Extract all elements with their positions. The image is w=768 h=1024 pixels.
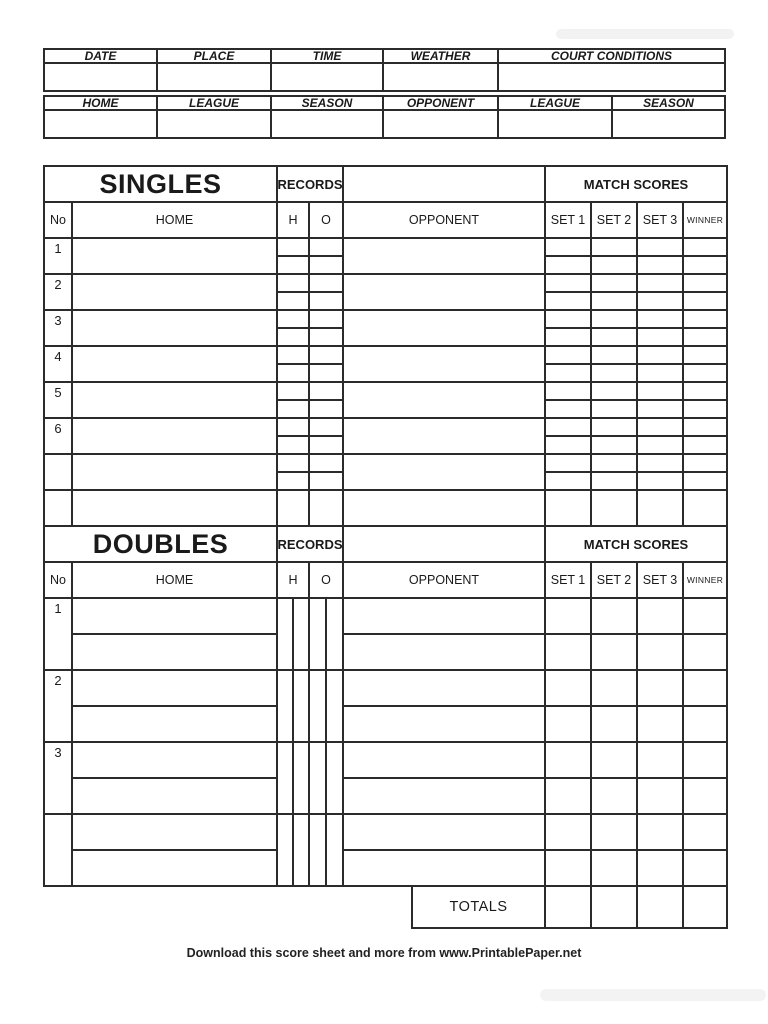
band-spacer-cell (344, 527, 546, 563)
set3-score-cell (638, 293, 684, 311)
home-player-cell (73, 491, 278, 527)
opponent-player-cell (344, 851, 546, 887)
singles-title: SINGLES (45, 167, 278, 203)
set1-score-cell (546, 365, 592, 383)
o-record-cell (310, 473, 344, 491)
doubles-column-header-row (45, 563, 728, 599)
opponent-header: OPPONENT (384, 97, 499, 111)
winner-cell (684, 743, 728, 779)
doubles-row-block (45, 815, 728, 887)
winner-cell (684, 383, 728, 401)
set1-score-cell (546, 347, 592, 365)
set3-score-cell (638, 491, 684, 527)
set3-score-cell (638, 815, 684, 851)
set1-score-cell (546, 473, 592, 491)
home-player-cell (73, 671, 278, 707)
set3-score-cell (638, 635, 684, 671)
winner-cell (684, 329, 728, 347)
row-number-cell: 1 (45, 239, 73, 275)
season-cell (613, 111, 726, 139)
home-player-cell (73, 275, 278, 311)
winner-cell (684, 707, 728, 743)
opponent-player-cell (344, 707, 546, 743)
opponent-player-cell (344, 239, 546, 275)
winner-column-header: WINNER (684, 203, 728, 239)
set1-score-cell (546, 455, 592, 473)
court-conditions-cell (499, 64, 726, 92)
scan-artifact (556, 29, 734, 39)
winner-cell (684, 275, 728, 293)
set1-score-cell (546, 491, 592, 527)
winner-cell (684, 257, 728, 275)
set2-total-cell (592, 887, 638, 929)
opponent-player-cell (344, 743, 546, 779)
singles-row-block (45, 491, 728, 527)
set1-score-cell (546, 383, 592, 401)
set1-score-cell (546, 419, 592, 437)
row-number-cell (45, 815, 73, 887)
home-player-cell (73, 779, 278, 815)
set2-score-cell (592, 401, 638, 419)
row-number-cell: 1 (45, 599, 73, 671)
weather-cell (384, 64, 499, 92)
winner-cell (684, 419, 728, 437)
set3-score-cell (638, 239, 684, 257)
h-record-cell (278, 599, 310, 671)
o-record-cell (310, 437, 344, 455)
winner-cell (684, 401, 728, 419)
h-record-cell (278, 815, 310, 887)
row-number-cell (45, 491, 73, 527)
row-number-cell: 4 (45, 347, 73, 383)
opponent-player-cell (344, 599, 546, 635)
o-record-cell (310, 671, 344, 743)
league-cell (499, 111, 613, 139)
winner-cell (684, 779, 728, 815)
no-column-header: No (45, 203, 73, 239)
set2-score-cell (592, 239, 638, 257)
set3-score-cell (638, 419, 684, 437)
set2-score-cell (592, 635, 638, 671)
o-record-cell (310, 815, 344, 887)
winner-cell (684, 347, 728, 365)
league-header: LEAGUE (158, 97, 272, 111)
doubles-row-block (45, 599, 728, 671)
set2-score-cell (592, 779, 638, 815)
o-record-cell (310, 491, 344, 527)
singles-row-block (45, 383, 728, 419)
set1-score-cell (546, 743, 592, 779)
set1-score-cell (546, 599, 592, 635)
h-record-cell (278, 311, 310, 329)
footer-text: Download this score sheet and more from www.PrintablePaper.net (186, 946, 582, 960)
opponent-player-cell (344, 275, 546, 311)
set1-column-header: SET 1 (546, 563, 592, 599)
h-record-cell (278, 239, 310, 257)
set1-score-cell (546, 851, 592, 887)
winner-cell (684, 815, 728, 851)
set2-score-cell (592, 491, 638, 527)
season-header: SEASON (272, 97, 384, 111)
season-header: SEASON (613, 97, 726, 111)
opponent-player-cell (344, 635, 546, 671)
set3-score-cell (638, 275, 684, 293)
set2-score-cell (592, 743, 638, 779)
set1-score-cell (546, 401, 592, 419)
home-player-cell (73, 239, 278, 275)
home-player-cell (73, 707, 278, 743)
match-info-table (43, 48, 726, 92)
set1-column-header: SET 1 (546, 203, 592, 239)
home-player-cell (73, 851, 278, 887)
home-column-header: HOME (73, 203, 278, 239)
h-record-cell (278, 329, 310, 347)
totals-label: TOTALS (413, 887, 546, 929)
set1-score-cell (546, 311, 592, 329)
h-record-cell (278, 365, 310, 383)
scan-artifact (540, 989, 766, 1001)
weather-header: WEATHER (384, 50, 499, 64)
home-player-cell (73, 635, 278, 671)
place-cell (158, 64, 272, 92)
records-label: RECORDS (278, 527, 344, 563)
h-column-header: H (278, 203, 310, 239)
set1-total-cell (546, 887, 592, 929)
h-column-header: H (278, 563, 310, 599)
winner-cell (684, 455, 728, 473)
set2-score-cell (592, 671, 638, 707)
winner-cell (684, 293, 728, 311)
set3-score-cell (638, 779, 684, 815)
opponent-column-header: OPPONENT (344, 563, 546, 599)
doubles-title-row (45, 527, 728, 563)
home-player-cell (73, 311, 278, 347)
h-record-cell (278, 401, 310, 419)
h-record-cell (278, 275, 310, 293)
home-player-cell (73, 383, 278, 419)
winner-cell (684, 311, 728, 329)
h-record-cell (278, 491, 310, 527)
set3-score-cell (638, 671, 684, 707)
set2-score-cell (592, 257, 638, 275)
winner-cell (684, 473, 728, 491)
home-player-cell (73, 599, 278, 635)
set1-score-cell (546, 239, 592, 257)
set1-score-cell (546, 707, 592, 743)
o-record-cell (310, 419, 344, 437)
set2-score-cell (592, 365, 638, 383)
opponent-player-cell (344, 455, 546, 491)
set1-score-cell (546, 671, 592, 707)
set3-score-cell (638, 401, 684, 419)
winner-total-cell (684, 887, 728, 929)
o-record-cell (310, 329, 344, 347)
o-record-cell (310, 293, 344, 311)
row-number-cell: 3 (45, 311, 73, 347)
home-player-cell (73, 419, 278, 455)
home-column-header: HOME (73, 563, 278, 599)
time-cell (272, 64, 384, 92)
match-scores-label: MATCH SCORES (546, 527, 728, 563)
band-spacer-cell (344, 167, 546, 203)
set3-score-cell (638, 851, 684, 887)
opponent-player-cell (344, 311, 546, 347)
home-player-cell (73, 347, 278, 383)
set1-score-cell (546, 815, 592, 851)
winner-cell (684, 635, 728, 671)
score-sheet-table (43, 165, 728, 887)
o-record-cell (310, 743, 344, 815)
home-player-cell (73, 815, 278, 851)
set1-score-cell (546, 329, 592, 347)
set2-score-cell (592, 383, 638, 401)
season-cell (272, 111, 384, 139)
opponent-player-cell (344, 347, 546, 383)
winner-column-header: WINNER (684, 563, 728, 599)
set2-score-cell (592, 293, 638, 311)
set3-score-cell (638, 383, 684, 401)
h-record-cell (278, 671, 310, 743)
set3-score-cell (638, 455, 684, 473)
totals-row (411, 887, 728, 929)
set1-score-cell (546, 635, 592, 671)
o-record-cell (310, 275, 344, 293)
h-record-cell (278, 347, 310, 365)
set3-score-cell (638, 347, 684, 365)
o-record-cell (310, 365, 344, 383)
doubles-row-block (45, 671, 728, 743)
home-player-cell (73, 743, 278, 779)
set3-column-header: SET 3 (638, 563, 684, 599)
set2-score-cell (592, 275, 638, 293)
date-header: DATE (45, 50, 158, 64)
o-record-cell (310, 257, 344, 275)
o-record-cell (310, 311, 344, 329)
o-record-cell (310, 239, 344, 257)
o-record-cell (310, 383, 344, 401)
set2-score-cell (592, 851, 638, 887)
place-header: PLACE (158, 50, 272, 64)
set3-score-cell (638, 743, 684, 779)
h-record-cell (278, 437, 310, 455)
opponent-player-cell (344, 383, 546, 419)
row-number-cell: 3 (45, 743, 73, 815)
winner-cell (684, 599, 728, 635)
o-record-cell (310, 455, 344, 473)
singles-row-block (45, 347, 728, 383)
league-header: LEAGUE (499, 97, 613, 111)
opponent-player-cell (344, 779, 546, 815)
o-column-header: O (310, 563, 344, 599)
opponent-player-cell (344, 419, 546, 455)
date-cell (45, 64, 158, 92)
set3-total-cell (638, 887, 684, 929)
set1-score-cell (546, 779, 592, 815)
match-scores-label: MATCH SCORES (546, 167, 728, 203)
h-record-cell (278, 743, 310, 815)
set2-score-cell (592, 599, 638, 635)
records-label: RECORDS (278, 167, 344, 203)
set3-score-cell (638, 473, 684, 491)
set2-column-header: SET 2 (592, 563, 638, 599)
winner-cell (684, 851, 728, 887)
set2-score-cell (592, 311, 638, 329)
home-player-cell (73, 455, 278, 491)
set3-score-cell (638, 329, 684, 347)
team-info-table (43, 95, 726, 139)
singles-row-block (45, 239, 728, 275)
winner-cell (684, 365, 728, 383)
set2-score-cell (592, 473, 638, 491)
set3-score-cell (638, 599, 684, 635)
set3-score-cell (638, 365, 684, 383)
set3-score-cell (638, 257, 684, 275)
singles-row-block (45, 275, 728, 311)
row-number-cell: 2 (45, 671, 73, 743)
h-record-cell (278, 455, 310, 473)
home-cell (45, 111, 158, 139)
h-record-cell (278, 293, 310, 311)
doubles-title: DOUBLES (45, 527, 278, 563)
set2-score-cell (592, 707, 638, 743)
singles-column-header-row (45, 203, 728, 239)
opponent-player-cell (344, 815, 546, 851)
set1-score-cell (546, 275, 592, 293)
set2-score-cell (592, 437, 638, 455)
set3-column-header: SET 3 (638, 203, 684, 239)
row-number-cell: 6 (45, 419, 73, 455)
set2-score-cell (592, 347, 638, 365)
opponent-column-header: OPPONENT (344, 203, 546, 239)
set3-score-cell (638, 707, 684, 743)
h-record-cell (278, 419, 310, 437)
row-number-cell (45, 455, 73, 491)
set1-score-cell (546, 437, 592, 455)
set3-score-cell (638, 311, 684, 329)
h-record-cell (278, 383, 310, 401)
court-conditions-header: COURT CONDITIONS (499, 50, 726, 64)
league-cell (158, 111, 272, 139)
opponent-cell (384, 111, 499, 139)
set3-score-cell (638, 437, 684, 455)
winner-cell (684, 239, 728, 257)
set2-score-cell (592, 329, 638, 347)
singles-title-row (45, 167, 728, 203)
row-number-cell: 5 (45, 383, 73, 419)
o-record-cell (310, 599, 344, 671)
winner-cell (684, 671, 728, 707)
h-record-cell (278, 473, 310, 491)
set1-score-cell (546, 293, 592, 311)
singles-row-block (45, 311, 728, 347)
set2-column-header: SET 2 (592, 203, 638, 239)
o-record-cell (310, 347, 344, 365)
winner-cell (684, 491, 728, 527)
doubles-row-block (45, 743, 728, 815)
winner-cell (684, 437, 728, 455)
singles-row-block (45, 455, 728, 491)
opponent-player-cell (344, 491, 546, 527)
o-record-cell (310, 401, 344, 419)
set1-score-cell (546, 257, 592, 275)
time-header: TIME (272, 50, 384, 64)
h-record-cell (278, 257, 310, 275)
home-header: HOME (45, 97, 158, 111)
singles-row-block (45, 419, 728, 455)
o-column-header: O (310, 203, 344, 239)
row-number-cell: 2 (45, 275, 73, 311)
set2-score-cell (592, 815, 638, 851)
opponent-player-cell (344, 671, 546, 707)
set2-score-cell (592, 455, 638, 473)
no-column-header: No (45, 563, 73, 599)
set2-score-cell (592, 419, 638, 437)
